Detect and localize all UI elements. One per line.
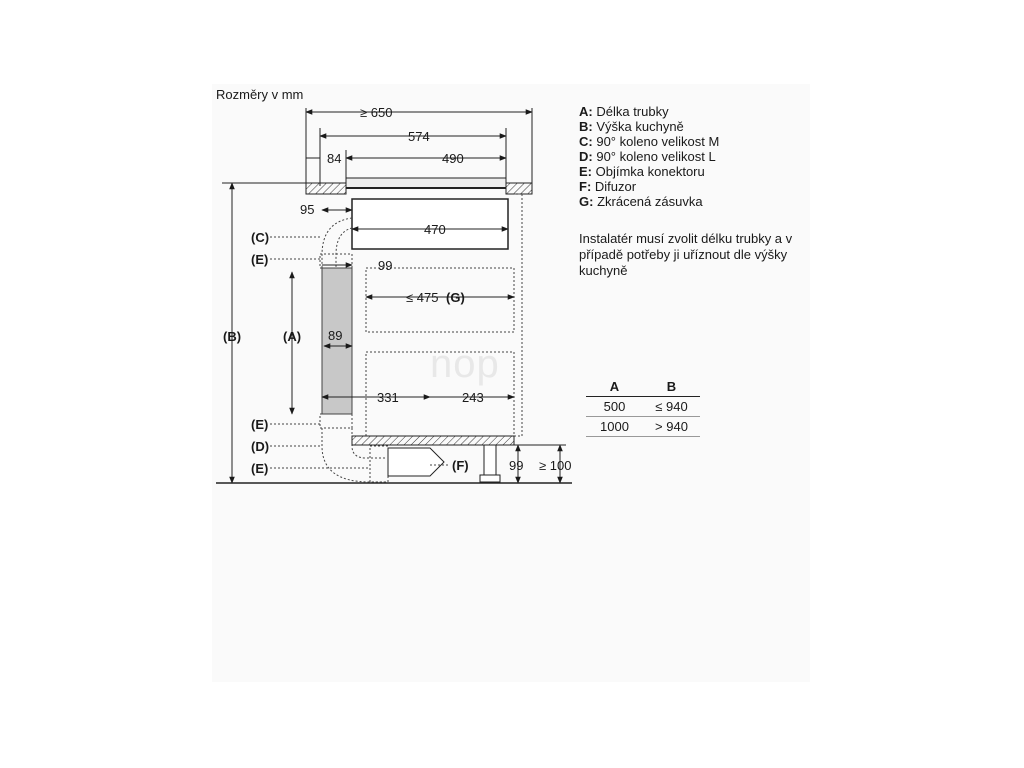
dim-574: 574 bbox=[408, 129, 430, 144]
duct-bend-c bbox=[322, 218, 352, 268]
dim-99-top: 99 bbox=[378, 258, 393, 273]
label-a: (A) bbox=[283, 329, 302, 344]
dim-650: ≥ 650 bbox=[360, 105, 393, 120]
table-header-row bbox=[586, 377, 700, 397]
worktop-left bbox=[306, 183, 346, 194]
connector-e-mid bbox=[320, 414, 352, 428]
table-header-b: B bbox=[643, 377, 700, 397]
dim-475: ≤ 475 bbox=[406, 290, 439, 305]
label-e3: (E) bbox=[251, 461, 269, 476]
drawer-g-outline bbox=[366, 268, 514, 332]
label-f: (F) bbox=[452, 458, 469, 473]
installer-note: Instalatér musí zvolit délku trubky a v případě potřeby ji uříznout dle výšky kuchyně bbox=[579, 231, 793, 278]
plinth-foot bbox=[484, 445, 496, 475]
table-cell: 500 bbox=[586, 397, 643, 417]
legend-item-e: E: Objímka konektoru bbox=[579, 164, 705, 179]
label-d: (D) bbox=[251, 439, 270, 454]
legend-item-g: G: Zkrácená zásuvka bbox=[579, 194, 703, 209]
table-header-a: A bbox=[586, 377, 643, 397]
table-row bbox=[586, 417, 700, 437]
cabinet-back-outline bbox=[514, 194, 522, 436]
table-row bbox=[586, 397, 700, 417]
dim-99-bottom: 99 bbox=[509, 458, 524, 473]
table-cell: 1000 bbox=[586, 417, 643, 437]
worktop-right bbox=[506, 183, 532, 194]
duct-bend-c-inner bbox=[336, 228, 352, 268]
dim-331: 331 bbox=[377, 390, 399, 405]
dim-100: ≥ 100 bbox=[539, 458, 572, 473]
legend bbox=[579, 104, 719, 209]
legend-item-d: D: 90° koleno velikost L bbox=[579, 149, 716, 164]
dim-470: 470 bbox=[424, 222, 446, 237]
label-e2: (E) bbox=[251, 417, 269, 432]
dim-89: 89 bbox=[328, 328, 343, 343]
hob-cooktop bbox=[346, 178, 506, 188]
legend-item-f: F: Difuzor bbox=[579, 179, 637, 194]
label-c: (C) bbox=[251, 230, 270, 245]
dim-475-g: (G) bbox=[446, 290, 465, 305]
plinth-foot-base bbox=[480, 475, 500, 482]
dim-95: 95 bbox=[300, 202, 315, 217]
diffuser-f bbox=[388, 448, 444, 476]
label-b: (B) bbox=[223, 329, 242, 344]
label-e1: (E) bbox=[251, 252, 269, 267]
dim-243: 243 bbox=[462, 390, 484, 405]
dim-84: 84 bbox=[327, 151, 342, 166]
table-cell: > 940 bbox=[643, 417, 700, 437]
watermark-text: nop bbox=[430, 342, 500, 386]
length-table bbox=[586, 377, 700, 437]
legend-item-b: B: Výška kuchyně bbox=[579, 119, 684, 134]
legend-item-c: C: 90° koleno velikost M bbox=[579, 134, 720, 149]
legend-item-a: A: Délka trubky bbox=[579, 104, 669, 119]
connector-e-bottom bbox=[370, 446, 388, 482]
base-plate bbox=[352, 436, 514, 445]
table-cell: ≤ 940 bbox=[643, 397, 700, 417]
diagram-title: Rozměry v mm bbox=[216, 87, 304, 102]
dim-490: 490 bbox=[442, 151, 464, 166]
